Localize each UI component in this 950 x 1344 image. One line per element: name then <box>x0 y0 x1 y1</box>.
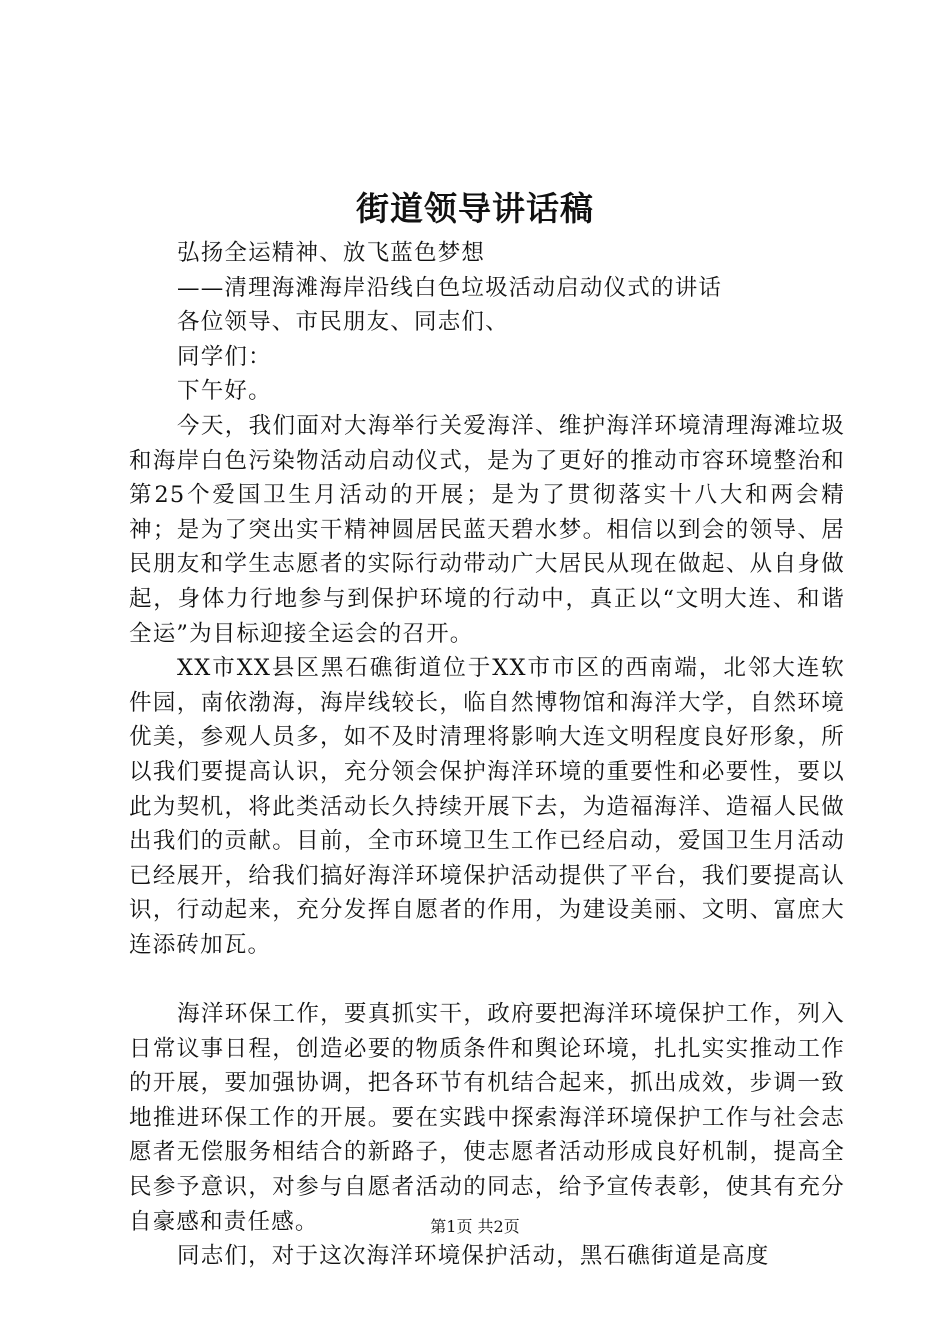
salutation-line: 各位领导、市民朋友、同志们、 <box>177 309 509 336</box>
subtitle-line: ——清理海滩海岸沿线白色垃圾活动启动仪式的讲话 <box>177 274 723 301</box>
document-body <box>129 236 845 1274</box>
subtitle-line: 弘扬全运精神、放飞蓝色梦想 <box>177 240 486 266</box>
body-paragraph: 同志们，对于这次海洋环境保护活动，黑石礁街道是高度 <box>177 1243 770 1270</box>
body-paragraph: 海洋环保工作，要真抓实干，政府要把海洋环境保护工作，列入日常议事日程，创造必要的物质条件和舆论环境，扎扎实实推动工作的开展，要加强协调，把各环节有机结合起来，抓出成效，步调一致地推进环保工作的开展。要在实践中探索海洋环境保护工作与社会志愿者无偿服务相结合的新路子，使志愿者活动形成良好机制，提高全民参予意识，对参与自愿者活动的同志，给予宣传表彰，使其有充分自豪感和责任感。 <box>129 1001 845 1235</box>
body-paragraph: XX市XX县区黑石礁街道位于XX市市区的西南端，北邻大连软件园，南依渤海，海岸线较长，临自然博物馆和海洋大学，自然环境优美，参观人员多，如不及时清理将影响大连文明程度良好形象，所以我们要提高认识，充分领会保护海洋环境的重要性和必要性，要以此为契机，将此类活动长久持续开展下去，为造福海洋、造福人民做出我们的贡献。目前，全市环境卫生工作已经启动，爱国卫生月活动已经展开，给我们搞好海洋环境保护活动提供了平台，我们要提高认识，行动起来，充分发挥自愿者的作用，为建设美丽、文明、富庶大连添砖加瓦。 <box>129 655 845 958</box>
greeting-line: 下午好。 <box>177 378 272 405</box>
salutation-line: 同学们： <box>177 343 272 370</box>
body-paragraph: 今天，我们面对大海举行关爱海洋、维护海洋环境清理海滩垃圾和海岸白色污染物活动启动仪式，是为了更好的推动市容环境整治和第25个爱国卫生月活动的开展；是为了贯彻落实十八大和两会精神；是为了突出实干精神圆居民蓝天碧水梦。相信以到会的领导、居民朋友和学生志愿者的实际行动带动广大居民从现在做起、从自身做起，身体力行地参与到保护环境的行动中，真正以“文明大连、和谐全运”为目标迎接全运会的召开。 <box>129 412 845 647</box>
page-number-footer: 第1页 共2页 <box>430 1217 520 1236</box>
paragraph-gap <box>129 962 845 997</box>
document-title: 街道领导讲话稿 <box>356 189 594 228</box>
